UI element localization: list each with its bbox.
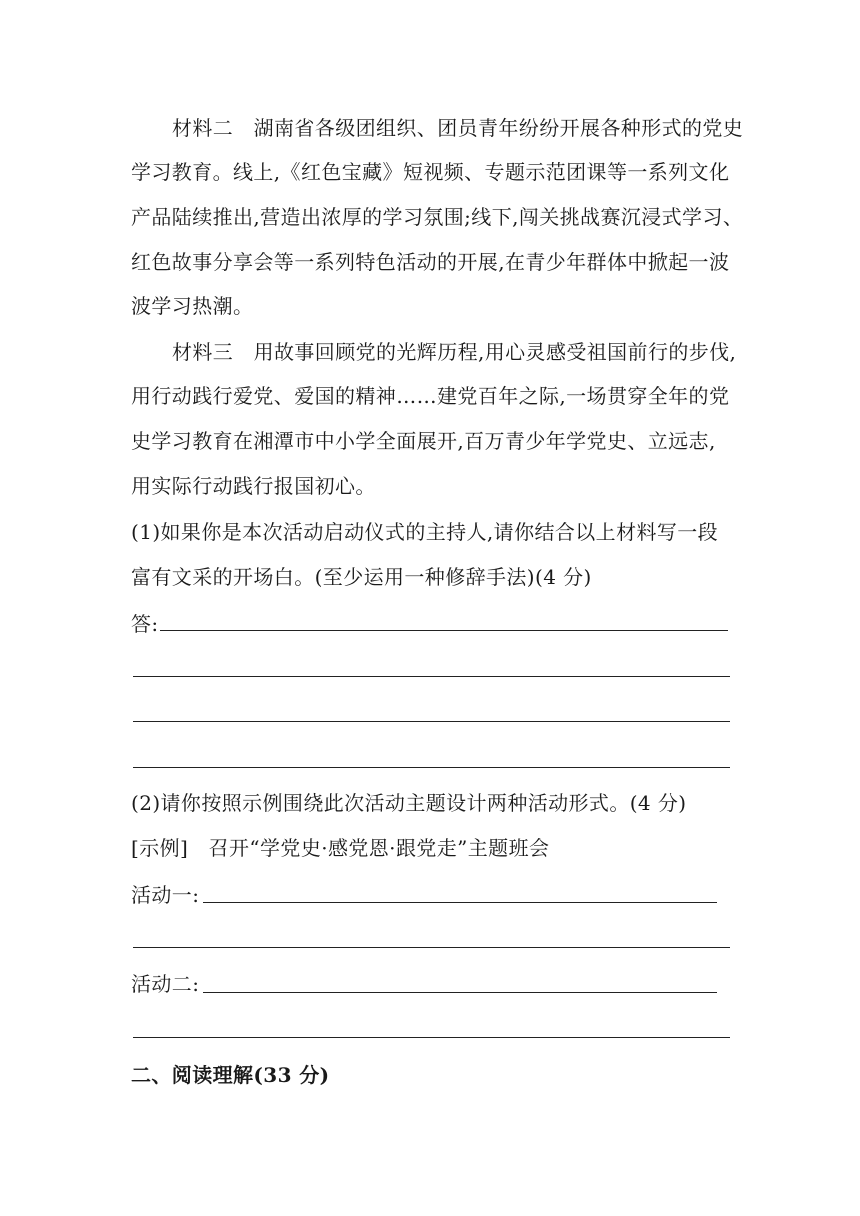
material2-line-1: 材料二 湖南省各级团组织、团员青年纷纷开展各种形式的党史 [172, 116, 744, 140]
question2-prompt: (2)请你按照示例围绕此次活动主题设计两种活动形式。(4 分) [131, 791, 687, 815]
section2-heading: 二、阅读理解(33 分) [131, 1063, 330, 1087]
activity1-label: 活动一: [131, 883, 200, 907]
material2-line-2: 学习教育。线上,《红色宝藏》短视频、专题示范团课等一系列文化 [131, 160, 730, 184]
activity2-line-1[interactable] [203, 992, 717, 993]
material3-line-1: 材料三 用故事回顾党的光辉历程,用心灵感受祖国前行的步伐, [172, 340, 737, 364]
answer-line-4[interactable] [133, 767, 730, 768]
material2-line-3: 产品陆续推出,营造出浓厚的学习氛围;线下,闯关挑战赛沉浸式学习、 [131, 205, 744, 229]
answer-line-2[interactable] [133, 676, 730, 677]
answer-line-3[interactable] [133, 721, 730, 722]
material3-line-3: 史学习教育在湘潭市中小学全面展开,百万青少年学党史、立远志, [131, 429, 716, 453]
question1-line-2: 富有文采的开场白。(至少运用一种修辞手法)(4 分) [131, 565, 592, 589]
activity1-line-1[interactable] [203, 902, 717, 903]
answer-line-1[interactable] [160, 630, 728, 631]
answer-label: 答: [131, 612, 159, 636]
activity1-line-2[interactable] [133, 947, 730, 948]
question1-line-1: (1)如果你是本次活动启动仪式的主持人,请你结合以上材料写一段 [131, 520, 719, 544]
material3-line-4: 用实际行动践行报国初心。 [131, 474, 376, 498]
material3-line-2: 用行动践行爱党、爱国的精神……建党百年之际,一场贯穿全年的党 [131, 384, 730, 408]
activity2-label: 活动二: [131, 972, 200, 996]
material2-line-4: 红色故事分享会等一系列特色活动的开展,在青少年群体中掀起一波 [131, 250, 730, 274]
example-line: [示例] 召开“学党史·感党恩·跟党走”主题班会 [131, 836, 550, 860]
activity2-line-2[interactable] [133, 1037, 730, 1038]
material2-line-5: 波学习热潮。 [131, 294, 254, 318]
